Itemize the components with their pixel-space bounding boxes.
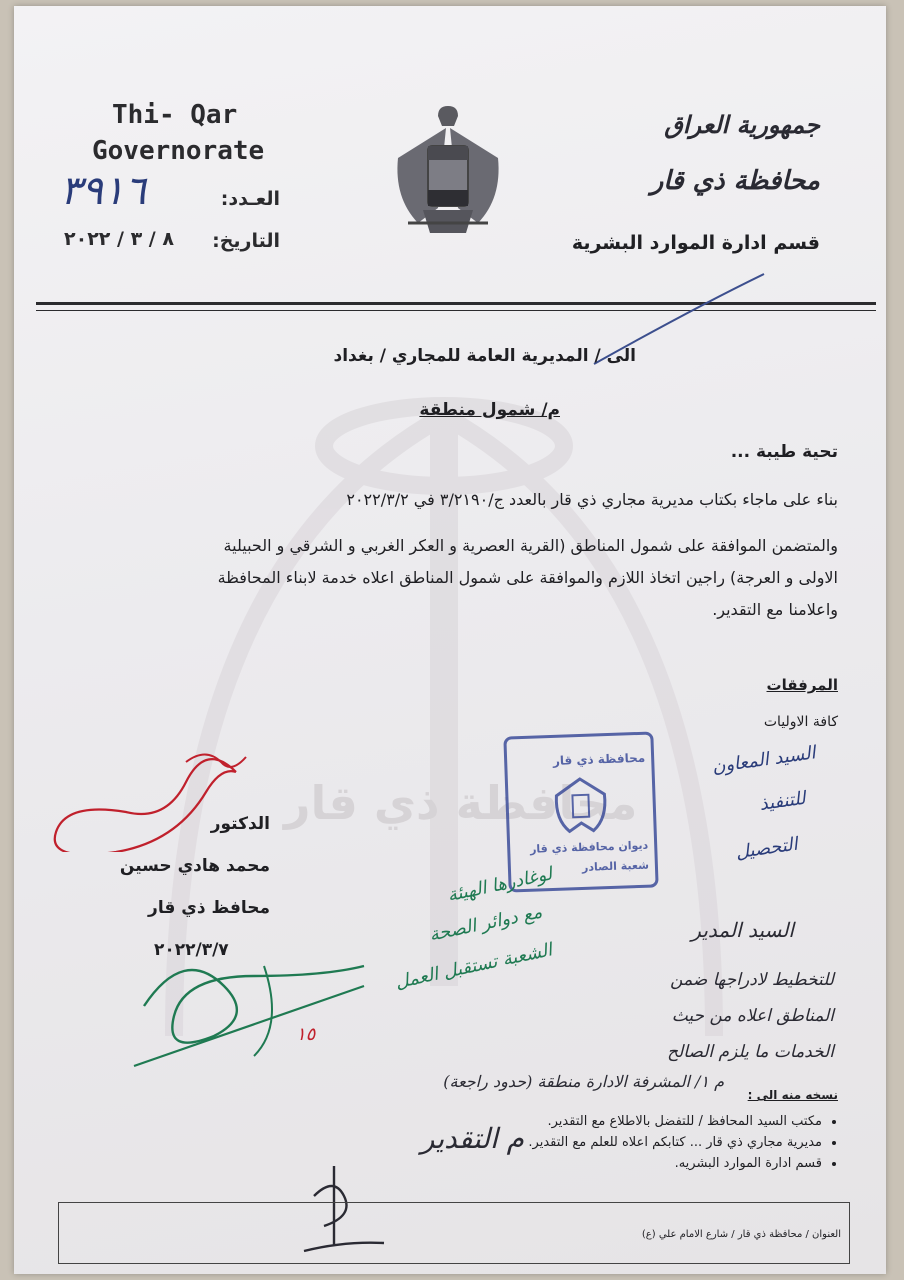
header-en-line2: Governorate (92, 136, 265, 166)
iraq-eagle-emblem-icon (388, 98, 508, 248)
copies-item: • مديرية مجاري ذي قار ... كتابكم اعلاه للعلم مع التقدير. (362, 1135, 822, 1150)
number-label: العـدد: (220, 188, 280, 210)
handwriting-black-3: المناطق اعلاه من حيث (671, 1006, 834, 1026)
signatory-position: محافظ ذي قار (148, 898, 270, 918)
attachments-label: المرفقات (766, 676, 838, 694)
handwriting-blue-1: السيد المعاون (710, 742, 817, 778)
body-paragraph-1: بناء على ماجاء بكتاب مديرية مجاري ذي قار بالعدد ج/٣/٢١٩٠ في ٢٠٢٢/٣/٢ (346, 490, 838, 509)
handwriting-copy-line: م ١/ المشرفة الادارة منطقة (حدود راجعة) (443, 1072, 724, 1091)
handwriting-blue-3: التحصيل (734, 833, 799, 864)
red-signature (36, 742, 266, 852)
document-page (14, 6, 886, 1274)
handwriting-red-number: ١٥ (296, 1024, 316, 1045)
copies-label: نسخه منه الى : (747, 1088, 838, 1102)
body-paragraph-2-line2: الاولى و العرجة) راجين اتخاذ اللازم والموافقة على شمول المناطق اعلاه خدمة لابناء المحافظة (217, 568, 838, 587)
handwriting-blue-2: للتنفيذ (758, 787, 807, 815)
date-value: ٨ / ٣ / ٢٠٢٢ (64, 228, 174, 250)
number-value: ٣٩١٦ (60, 168, 146, 214)
footer-address: العنوان / محافظة ذي قار / شارع الامام علي (ع) (641, 1229, 841, 1240)
signatory-name: محمد هادي حسين (119, 856, 270, 876)
header-en-line1: Thi- Qar (112, 100, 238, 130)
signatory-title: الدكتور (210, 814, 270, 834)
handwriting-black-2: للتخطيط لادراجها ضمن (670, 970, 834, 990)
signature-date: ٢٠٢٢/٣/٧ (154, 940, 229, 960)
handwriting-green-3: الشعبة تستقبل العمل (393, 939, 554, 994)
stamp-eagle-icon (550, 774, 612, 836)
handwriting-thanks: م التقدير (420, 1122, 524, 1155)
header-ar-line1: جمهورية العراق (664, 110, 820, 139)
handwriting-green-2: مع دوائر الصحة (427, 901, 544, 946)
subject-line: م/ شمول منطقة (419, 400, 560, 420)
attachments-value: كافة الاوليات (763, 714, 838, 730)
watermark-text: محافظة ذي قار (284, 776, 638, 830)
handwriting-black-4: الخدمات ما يلزم الصالح (667, 1042, 834, 1062)
copies-item: • قسم ادارة الموارد البشريه. (362, 1156, 822, 1171)
handwriting-green-1: لوغادرها الهيئة (445, 863, 554, 907)
body-paragraph-2-line1: والمتضمن الموافقة على شمول المناطق (القرية العصرية و العكر الغربي و الشرقي و الحبيلية (223, 536, 838, 555)
greeting: تحية طيبة ... (730, 442, 838, 462)
stamp-line1: محافظة ذي قار (552, 750, 646, 768)
header-ar-line3: قسم ادارة الموارد البشرية (571, 232, 820, 254)
handwriting-black-1: السيد المدير (691, 918, 794, 942)
footer-box (58, 1202, 850, 1264)
recipient-line: الى / المديرية العامة للمجاري / بغداد (333, 346, 636, 366)
date-label: التاريخ: (212, 230, 280, 252)
green-signature (124, 926, 384, 1076)
header-ar-line2: محافظة ذي قار (650, 166, 820, 196)
stamp-line2: ديوان محافظة ذي قار (529, 838, 649, 856)
copies-item: • مكتب السيد المحافظ / للتفضل بالاطلاع مع التقدير. (362, 1114, 822, 1129)
body-paragraph-2-line3: واعلامنا مع التقدير. (712, 600, 838, 619)
stamp-line3: شعبة الصادر (581, 858, 650, 874)
